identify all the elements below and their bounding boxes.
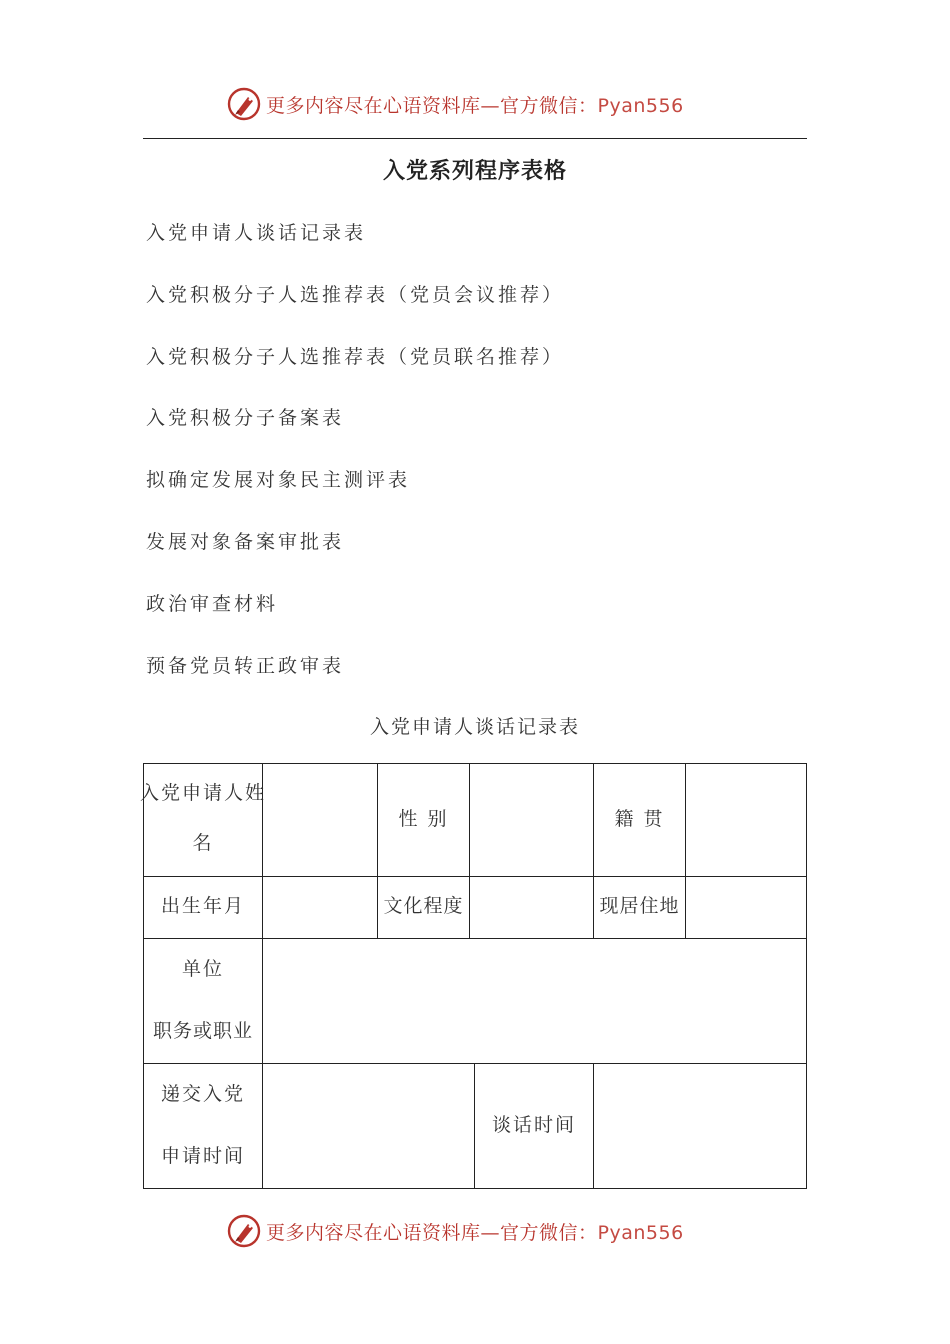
interview-record-table xyxy=(139,763,807,1189)
gender-field[interactable] xyxy=(469,763,594,877)
origin-field[interactable] xyxy=(685,763,807,877)
unit-label-line2: 职务或职业 xyxy=(152,1020,253,1042)
wechat-id: Pyan556 xyxy=(597,1221,684,1244)
list-item: 政治审查材料 xyxy=(146,592,279,615)
pen-nib-icon xyxy=(226,86,262,122)
document-title: 入党系列程序表格 xyxy=(382,159,567,184)
form-list xyxy=(146,216,564,710)
wechat-id: Pyan556 xyxy=(597,94,684,117)
list-item: 发展对象备案审批表 xyxy=(146,530,345,553)
birth-label: 出生年月 xyxy=(160,895,245,917)
name-label-line1: 入党申请人姓 xyxy=(139,782,266,804)
gender-label: 性 别 xyxy=(398,808,449,830)
name-label-line2: 名 xyxy=(192,832,214,854)
name-field[interactable] xyxy=(262,763,378,877)
unit-label-line1: 单位 xyxy=(181,958,224,980)
origin-label: 籍 贯 xyxy=(614,808,665,830)
submit-time-field[interactable] xyxy=(262,1063,475,1189)
list-item: 入党积极分子备案表 xyxy=(146,407,345,430)
submit-label-line1: 递交入党 xyxy=(160,1083,245,1105)
list-item: 拟确定发展对象民主测评表 xyxy=(146,469,411,492)
residence-label: 现居住地 xyxy=(599,895,680,917)
unit-field[interactable] xyxy=(262,938,807,1064)
list-item: 入党积极分子人选推荐表（党员会议推荐） xyxy=(146,283,565,306)
list-item: 入党积极分子人选推荐表（党员联名推荐） xyxy=(146,345,565,368)
watermark-banner-top xyxy=(226,84,746,124)
talk-time-field[interactable] xyxy=(593,1063,807,1189)
education-field[interactable] xyxy=(469,876,594,939)
form-title: 入党申请人谈话记录表 xyxy=(369,716,580,738)
talk-time-label: 谈话时间 xyxy=(491,1114,576,1136)
birth-field[interactable] xyxy=(262,876,378,939)
watermark-text: 更多内容尽在心语资料库—官方微信：Pyan556 xyxy=(266,94,684,117)
list-item: 预备党员转正政审表 xyxy=(146,654,345,677)
pen-nib-icon xyxy=(226,1213,262,1249)
submit-label-line2: 申请时间 xyxy=(160,1145,245,1167)
list-item: 入党申请人谈话记录表 xyxy=(146,222,367,244)
watermark-banner-bottom xyxy=(226,1211,746,1251)
education-label: 文化程度 xyxy=(383,895,464,917)
residence-field[interactable] xyxy=(685,876,807,939)
watermark-text: 更多内容尽在心语资料库—官方微信：Pyan556 xyxy=(266,1221,684,1244)
header-rule xyxy=(143,138,807,139)
